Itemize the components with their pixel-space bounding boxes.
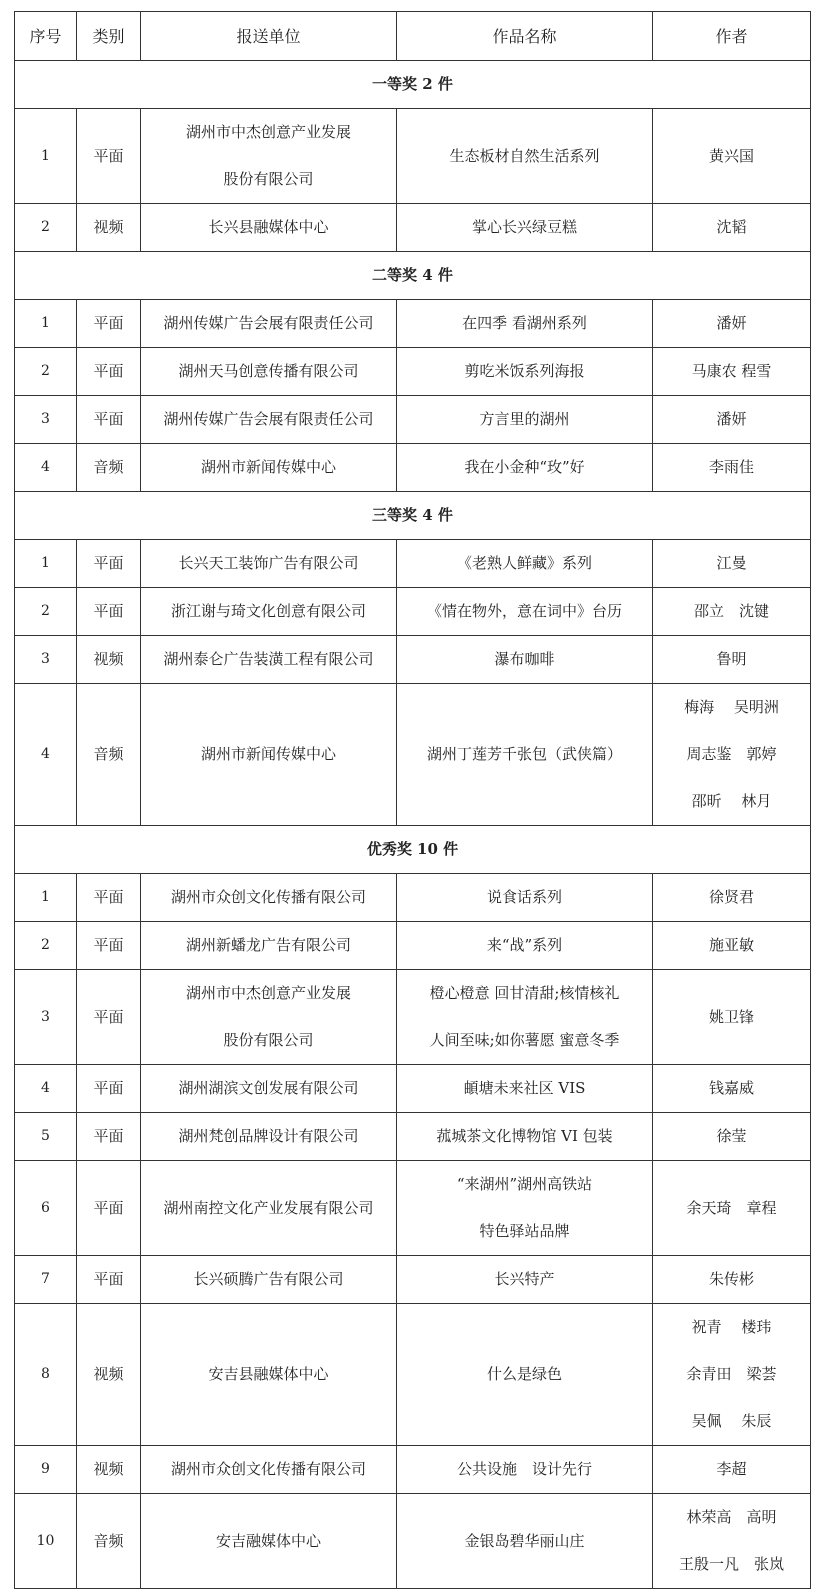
row-work (397, 300, 653, 348)
row-unit-line: 长兴天工装饰广告有限公司 (178, 554, 359, 572)
row-type: 平面 (77, 1256, 141, 1304)
row-number: 7 (15, 1256, 77, 1304)
row-work-line: 说食话系列 (486, 888, 562, 906)
row-work-line: 瀑布咖啡 (494, 650, 555, 668)
row-type: 平面 (77, 348, 141, 396)
row-work (397, 922, 653, 970)
row-unit-line: 湖州市新闻传媒中心 (200, 745, 336, 763)
row-unit (141, 1446, 397, 1494)
row-author-line: 钱嘉威 (708, 1079, 754, 1097)
row-type: 平面 (77, 300, 141, 348)
table-row (15, 970, 811, 1065)
row-number: 1 (15, 300, 77, 348)
row-unit (141, 1304, 397, 1446)
row-author-line: 徐莹 (716, 1127, 747, 1145)
row-work (397, 348, 653, 396)
row-work-line: 方言里的湖州 (479, 410, 570, 428)
row-author-line: 祝青 楼玮 (691, 1318, 772, 1336)
section-row (15, 492, 811, 540)
table-row (15, 444, 811, 492)
row-author (653, 1494, 811, 1589)
section-title: 优秀奖 10 件 (15, 826, 811, 874)
row-author (653, 1446, 811, 1494)
row-unit (141, 588, 397, 636)
row-unit (141, 684, 397, 826)
section-row (15, 61, 811, 109)
row-author (653, 348, 811, 396)
row-number: 3 (15, 970, 77, 1065)
row-work-line: 公共设施 设计先行 (456, 1460, 592, 1478)
row-author (653, 109, 811, 204)
row-type: 平面 (77, 922, 141, 970)
header-no: 序号 (15, 12, 77, 61)
row-type: 视频 (77, 204, 141, 252)
row-unit (141, 1494, 397, 1589)
row-unit-line: 长兴县融媒体中心 (208, 218, 329, 236)
row-number: 4 (15, 444, 77, 492)
table-row (15, 348, 811, 396)
row-unit-line: 安吉县融媒体中心 (208, 1365, 329, 1383)
row-unit-line: 湖州新蟠龙广告有限公司 (185, 936, 351, 954)
row-author (653, 1161, 811, 1256)
row-author-line: 王殷一凡 张岚 (678, 1555, 784, 1573)
row-author-line: 施亚敏 (708, 936, 754, 954)
row-author (653, 1065, 811, 1113)
row-unit (141, 348, 397, 396)
row-work (397, 1304, 653, 1446)
row-unit (141, 1256, 397, 1304)
row-author (653, 1304, 811, 1446)
table-row (15, 636, 811, 684)
row-unit-line: 湖州天马创意传播有限公司 (178, 362, 359, 380)
row-work (397, 874, 653, 922)
table-row (15, 396, 811, 444)
row-work (397, 1494, 653, 1589)
row-author-line: 周志鉴 郭婷 (686, 745, 777, 763)
header-type: 类别 (77, 12, 141, 61)
row-author-line: 徐贤君 (708, 888, 754, 906)
table-row (15, 1256, 811, 1304)
row-work-line: “来湖州”湖州高铁站 (456, 1175, 593, 1193)
row-author (653, 684, 811, 826)
row-type: 音频 (77, 684, 141, 826)
row-unit (141, 636, 397, 684)
table-row (15, 1065, 811, 1113)
row-number: 3 (15, 636, 77, 684)
row-author (653, 444, 811, 492)
row-work (397, 684, 653, 826)
row-work-line: 金银岛碧华丽山庄 (464, 1531, 585, 1550)
row-work-line: 菰城茶文化博物馆 VI 包装 (436, 1127, 613, 1145)
row-author-line: 李雨佳 (708, 458, 754, 476)
row-author-line: 余天琦 章程 (686, 1198, 777, 1217)
row-work-line: 剪吃米饭系列海报 (464, 362, 585, 380)
row-unit-line: 湖州市中杰创意产业发展 (185, 984, 351, 1002)
row-author-line: 潘妍 (716, 314, 747, 332)
row-number: 1 (15, 874, 77, 922)
row-number: 4 (15, 1065, 77, 1113)
row-work (397, 540, 653, 588)
row-number: 2 (15, 588, 77, 636)
row-type: 平面 (77, 874, 141, 922)
row-unit (141, 874, 397, 922)
row-type: 平面 (77, 1113, 141, 1161)
row-work (397, 1256, 653, 1304)
row-work (397, 636, 653, 684)
header-work: 作品名称 (397, 12, 653, 61)
row-author (653, 1113, 811, 1161)
row-number: 1 (15, 540, 77, 588)
row-unit-line: 股份有限公司 (223, 1031, 314, 1049)
table-row (15, 540, 811, 588)
row-unit-line: 长兴硕腾广告有限公司 (193, 1270, 344, 1288)
row-author-line: 江曼 (716, 554, 747, 572)
row-unit-line: 湖州泰仑广告装潢工程有限公司 (163, 650, 374, 668)
row-work-line: 湖州丁莲芳千张包（武侠篇） (426, 745, 622, 763)
row-type: 平面 (77, 109, 141, 204)
row-unit-line: 湖州市众创文化传播有限公司 (170, 1460, 366, 1478)
row-author-line: 朱传彬 (708, 1270, 754, 1288)
row-type: 平面 (77, 1161, 141, 1256)
row-number: 2 (15, 922, 77, 970)
row-unit-line: 湖州传媒广告会展有限责任公司 (163, 410, 374, 428)
row-type: 平面 (77, 970, 141, 1065)
row-author (653, 204, 811, 252)
row-work-line: 来“战”系列 (486, 936, 563, 954)
row-number: 3 (15, 396, 77, 444)
row-author-line: 余青田 梁荟 (686, 1365, 777, 1383)
row-work-line: 頔塘未来社区 VIS (463, 1079, 586, 1097)
row-type: 视频 (77, 1304, 141, 1446)
table-row (15, 874, 811, 922)
row-author (653, 874, 811, 922)
row-number: 5 (15, 1113, 77, 1161)
row-author (653, 636, 811, 684)
row-unit (141, 1161, 397, 1256)
row-work-line: 特色驿站品牌 (479, 1222, 570, 1240)
row-work-line: 掌心长兴绿豆糕 (471, 218, 577, 236)
row-author-line: 姚卫锋 (708, 1007, 754, 1026)
row-author-line: 林荣高 高明 (686, 1508, 777, 1526)
row-type: 视频 (77, 1446, 141, 1494)
section-row (15, 252, 811, 300)
header-unit: 报送单位 (141, 12, 397, 61)
row-work (397, 1113, 653, 1161)
header-row (15, 12, 811, 61)
row-unit (141, 970, 397, 1065)
table-row (15, 300, 811, 348)
row-author-line: 邵昕 林月 (691, 792, 772, 810)
row-author (653, 588, 811, 636)
row-type: 平面 (77, 1065, 141, 1113)
table-row (15, 684, 811, 826)
row-unit (141, 1113, 397, 1161)
table-row (15, 922, 811, 970)
row-author-line: 邵立 沈键 (693, 602, 769, 620)
row-work-line: 什么是绿色 (486, 1365, 562, 1383)
row-work (397, 970, 653, 1065)
row-unit (141, 444, 397, 492)
row-type: 音频 (77, 1494, 141, 1589)
row-author (653, 540, 811, 588)
row-work (397, 444, 653, 492)
row-type: 平面 (77, 540, 141, 588)
row-author-line: 李超 (716, 1460, 747, 1478)
row-author (653, 300, 811, 348)
header-author: 作者 (653, 12, 811, 61)
row-unit-line: 股份有限公司 (223, 170, 314, 188)
row-work-line: 《老熟人鲜藏》系列 (456, 554, 592, 572)
row-type: 视频 (77, 636, 141, 684)
row-unit-line: 湖州传媒广告会展有限责任公司 (163, 314, 374, 332)
row-unit (141, 396, 397, 444)
row-number: 4 (15, 684, 77, 826)
row-number: 8 (15, 1304, 77, 1446)
row-author-line: 鲁明 (716, 650, 747, 668)
row-unit (141, 300, 397, 348)
table-row (15, 109, 811, 204)
table-body (15, 61, 811, 1589)
row-number: 9 (15, 1446, 77, 1494)
row-author-line: 梅海 吴明洲 (684, 698, 779, 716)
table-row (15, 1113, 811, 1161)
row-author (653, 970, 811, 1065)
row-work (397, 588, 653, 636)
row-type: 平面 (77, 588, 141, 636)
row-unit (141, 922, 397, 970)
row-author-line: 吴佩 朱辰 (691, 1412, 772, 1430)
row-author-line: 马康农 程雪 (691, 362, 772, 380)
row-author (653, 1256, 811, 1304)
table-row (15, 1161, 811, 1256)
row-work (397, 1446, 653, 1494)
row-type: 音频 (77, 444, 141, 492)
section-title: 二等奖 4 件 (15, 252, 811, 300)
section-title: 一等奖 2 件 (15, 61, 811, 109)
row-work-line: 橙心橙意 回甘清甜;核情核礼 (429, 984, 620, 1002)
row-unit-line: 湖州市中杰创意产业发展 (185, 123, 351, 141)
row-author-line: 沈韬 (716, 218, 747, 236)
award-table (14, 11, 811, 1589)
row-number: 2 (15, 204, 77, 252)
row-work (397, 109, 653, 204)
section-title: 三等奖 4 件 (15, 492, 811, 540)
row-work-line: 长兴特产 (494, 1270, 555, 1288)
table-row (15, 1494, 811, 1589)
row-unit (141, 109, 397, 204)
section-row (15, 826, 811, 874)
row-unit-line: 浙江谢与琦文化创意有限公司 (170, 602, 366, 620)
row-number: 10 (15, 1494, 77, 1589)
row-unit-line: 安吉融媒体中心 (215, 1531, 321, 1550)
row-work (397, 1161, 653, 1256)
row-work (397, 396, 653, 444)
row-author (653, 922, 811, 970)
row-work (397, 1065, 653, 1113)
row-number: 1 (15, 109, 77, 204)
row-work-line: 我在小金种“玫”好 (464, 458, 585, 476)
row-work (397, 204, 653, 252)
row-author-line: 潘妍 (716, 410, 747, 428)
row-unit-line: 湖州梵创品牌设计有限公司 (178, 1127, 359, 1145)
row-unit (141, 204, 397, 252)
row-unit (141, 540, 397, 588)
row-work-line: 《情在物外，意在词中》台历 (426, 602, 622, 620)
row-number: 2 (15, 348, 77, 396)
row-unit-line: 湖州市新闻传媒中心 (200, 458, 336, 476)
row-work-line: 在四季 看湖州系列 (462, 314, 587, 332)
table-row (15, 588, 811, 636)
row-unit-line: 湖州市众创文化传播有限公司 (170, 888, 366, 906)
row-author (653, 396, 811, 444)
row-unit-line: 湖州南控文化产业发展有限公司 (163, 1198, 374, 1217)
table-row (15, 1304, 811, 1446)
row-work-line: 生态板材自然生活系列 (449, 146, 600, 165)
table-row (15, 1446, 811, 1494)
row-unit-line: 湖州湖滨文创发展有限公司 (178, 1079, 359, 1097)
row-work-line: 人间至味;如你薯愿 蜜意冬季 (429, 1031, 620, 1049)
table-row (15, 204, 811, 252)
row-type: 平面 (77, 396, 141, 444)
row-number: 6 (15, 1161, 77, 1256)
row-author-line: 黄兴国 (708, 146, 754, 165)
row-unit (141, 1065, 397, 1113)
